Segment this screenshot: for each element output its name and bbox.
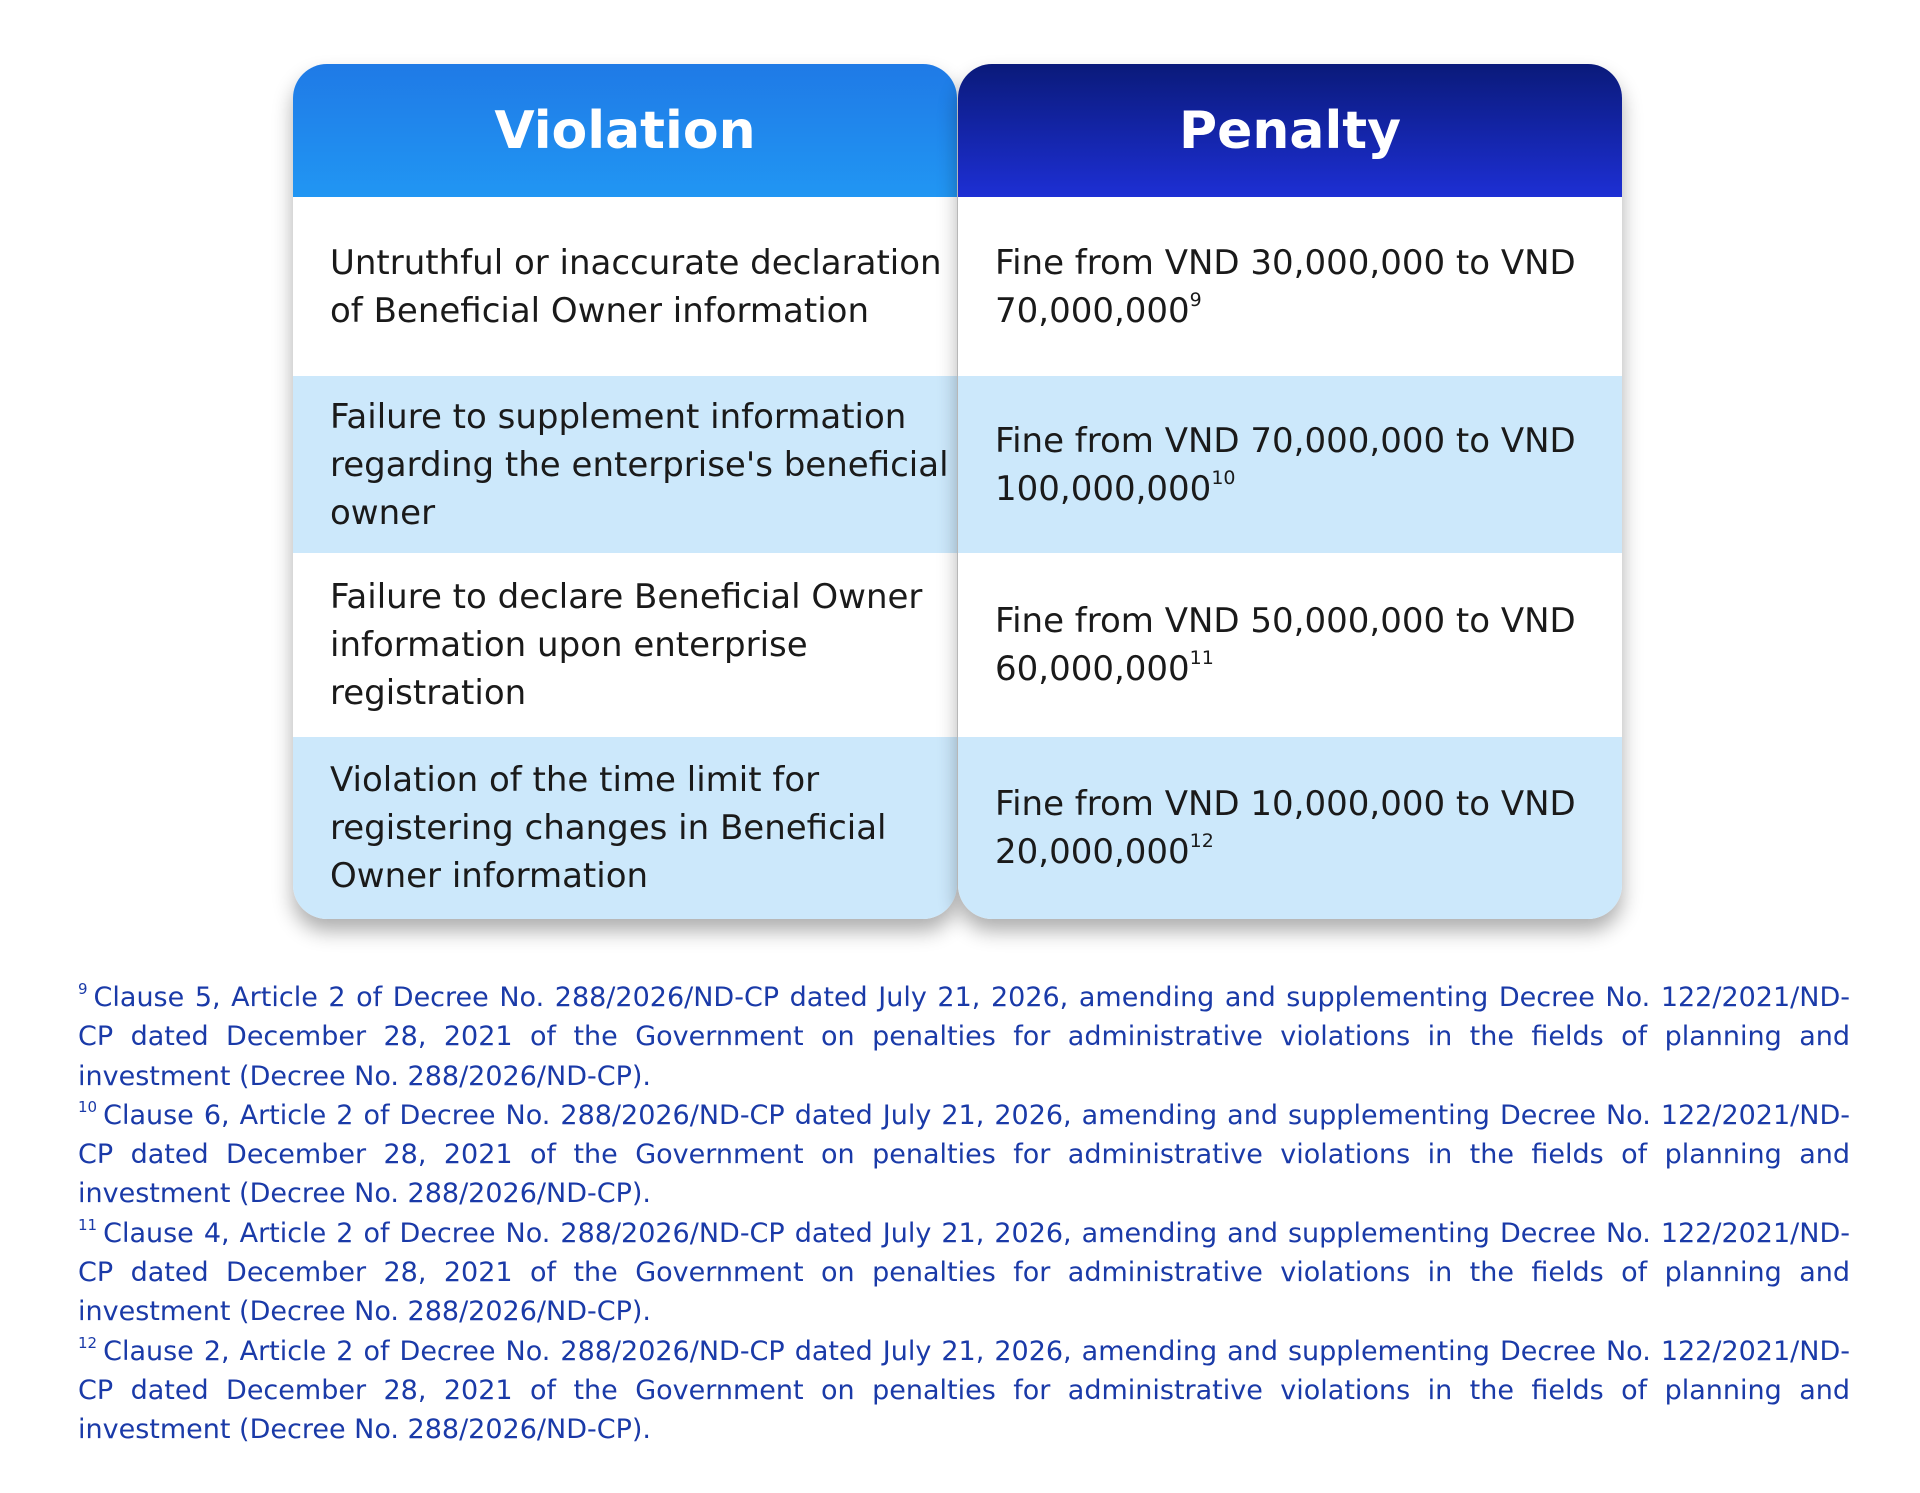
footnote xyxy=(78,1096,1850,1214)
footnote xyxy=(78,978,1850,1096)
footnote-number: 10 xyxy=(78,1097,98,1116)
violation-text: Failure to supplement information regarding the enterprise's beneficial owner xyxy=(330,396,949,533)
penalty-column xyxy=(958,64,1622,919)
footnote-number: 12 xyxy=(78,1333,98,1352)
footnote-text: Clause 6, Article 2 of Decree No. 288/2026/ND-CP dated July 21, 2026, amending and supplementing Decree No. 122/2021/ND-CP dated December 28, 2021 of the Government on penalties for administrative violations in the fields of planning and investment (Decree No. 288/2026/ND-CP). xyxy=(78,1099,1850,1210)
penalty-text xyxy=(995,597,1602,693)
footnote-ref[interactable]: 12 xyxy=(1189,830,1214,852)
penalty-text xyxy=(995,239,1602,335)
footnote-number: 11 xyxy=(78,1215,98,1234)
violation-cell xyxy=(293,553,957,737)
violation-cell xyxy=(293,737,957,919)
violation-cell xyxy=(293,376,957,553)
penalty-amount: Fine from VND 70,000,000 to VND 100,000,000 xyxy=(995,420,1576,509)
footnote-number: 9 xyxy=(78,980,88,998)
violation-text: Untruthful or inaccurate declaration of Beneficial Owner information xyxy=(330,242,942,331)
footnotes xyxy=(78,978,1850,1450)
footnote-ref[interactable]: 11 xyxy=(1189,647,1214,669)
violation-text: Violation of the time limit for registering changes in Beneficial Owner information xyxy=(330,760,887,896)
footnote xyxy=(78,1214,1850,1332)
footnote-ref[interactable]: 10 xyxy=(1211,466,1236,489)
violation-text: Failure to declare Beneficial Owner information upon enterprise registration xyxy=(330,577,923,713)
penalty-text xyxy=(995,417,1602,513)
footnote-ref[interactable]: 9 xyxy=(1189,288,1202,311)
footnote-text: Clause 5, Article 2 of Decree No. 288/2026/ND-CP dated July 21, 2026, amending and supplementing Decree No. 122/2021/ND-CP dated December 28, 2021 of the Government on penalties for administrative violations in the fields of planning and investment (Decree No. 288/2026/ND-CP). xyxy=(78,982,1850,1092)
penalty-cell xyxy=(958,737,1622,919)
penalty-header: Penalty xyxy=(958,64,1622,197)
penalty-amount: Fine from VND 10,000,000 to VND 20,000,000 xyxy=(995,784,1576,872)
penalty-amount: Fine from VND 50,000,000 to VND 60,000,000 xyxy=(995,601,1576,689)
violation-header: Violation xyxy=(293,64,957,197)
penalty-amount: Fine from VND 30,000,000 to VND 70,000,000 xyxy=(995,242,1576,331)
footnote-text: Clause 2, Article 2 of Decree No. 288/2026/ND-CP dated July 21, 2026, amending and supplementing Decree No. 122/2021/ND-CP dated December 28, 2021 of the Government on penalties for administrative violations in the fields of planning and investment (Decree No. 288/2026/ND-CP). xyxy=(78,1335,1850,1446)
footnote-text: Clause 4, Article 2 of Decree No. 288/2026/ND-CP dated July 21, 2026, amending and supplementing Decree No. 122/2021/ND-CP dated December 28, 2021 of the Government on penalties for administrative violations in the fields of planning and investment (Decree No. 288/2026/ND-CP). xyxy=(78,1217,1850,1328)
footnote xyxy=(78,1332,1850,1450)
violation-cell xyxy=(293,197,957,376)
penalty-cell xyxy=(958,197,1622,376)
penalty-cell xyxy=(958,553,1622,737)
penalty-text xyxy=(995,780,1602,876)
penalty-cell xyxy=(958,376,1622,553)
violation-column xyxy=(293,64,957,919)
